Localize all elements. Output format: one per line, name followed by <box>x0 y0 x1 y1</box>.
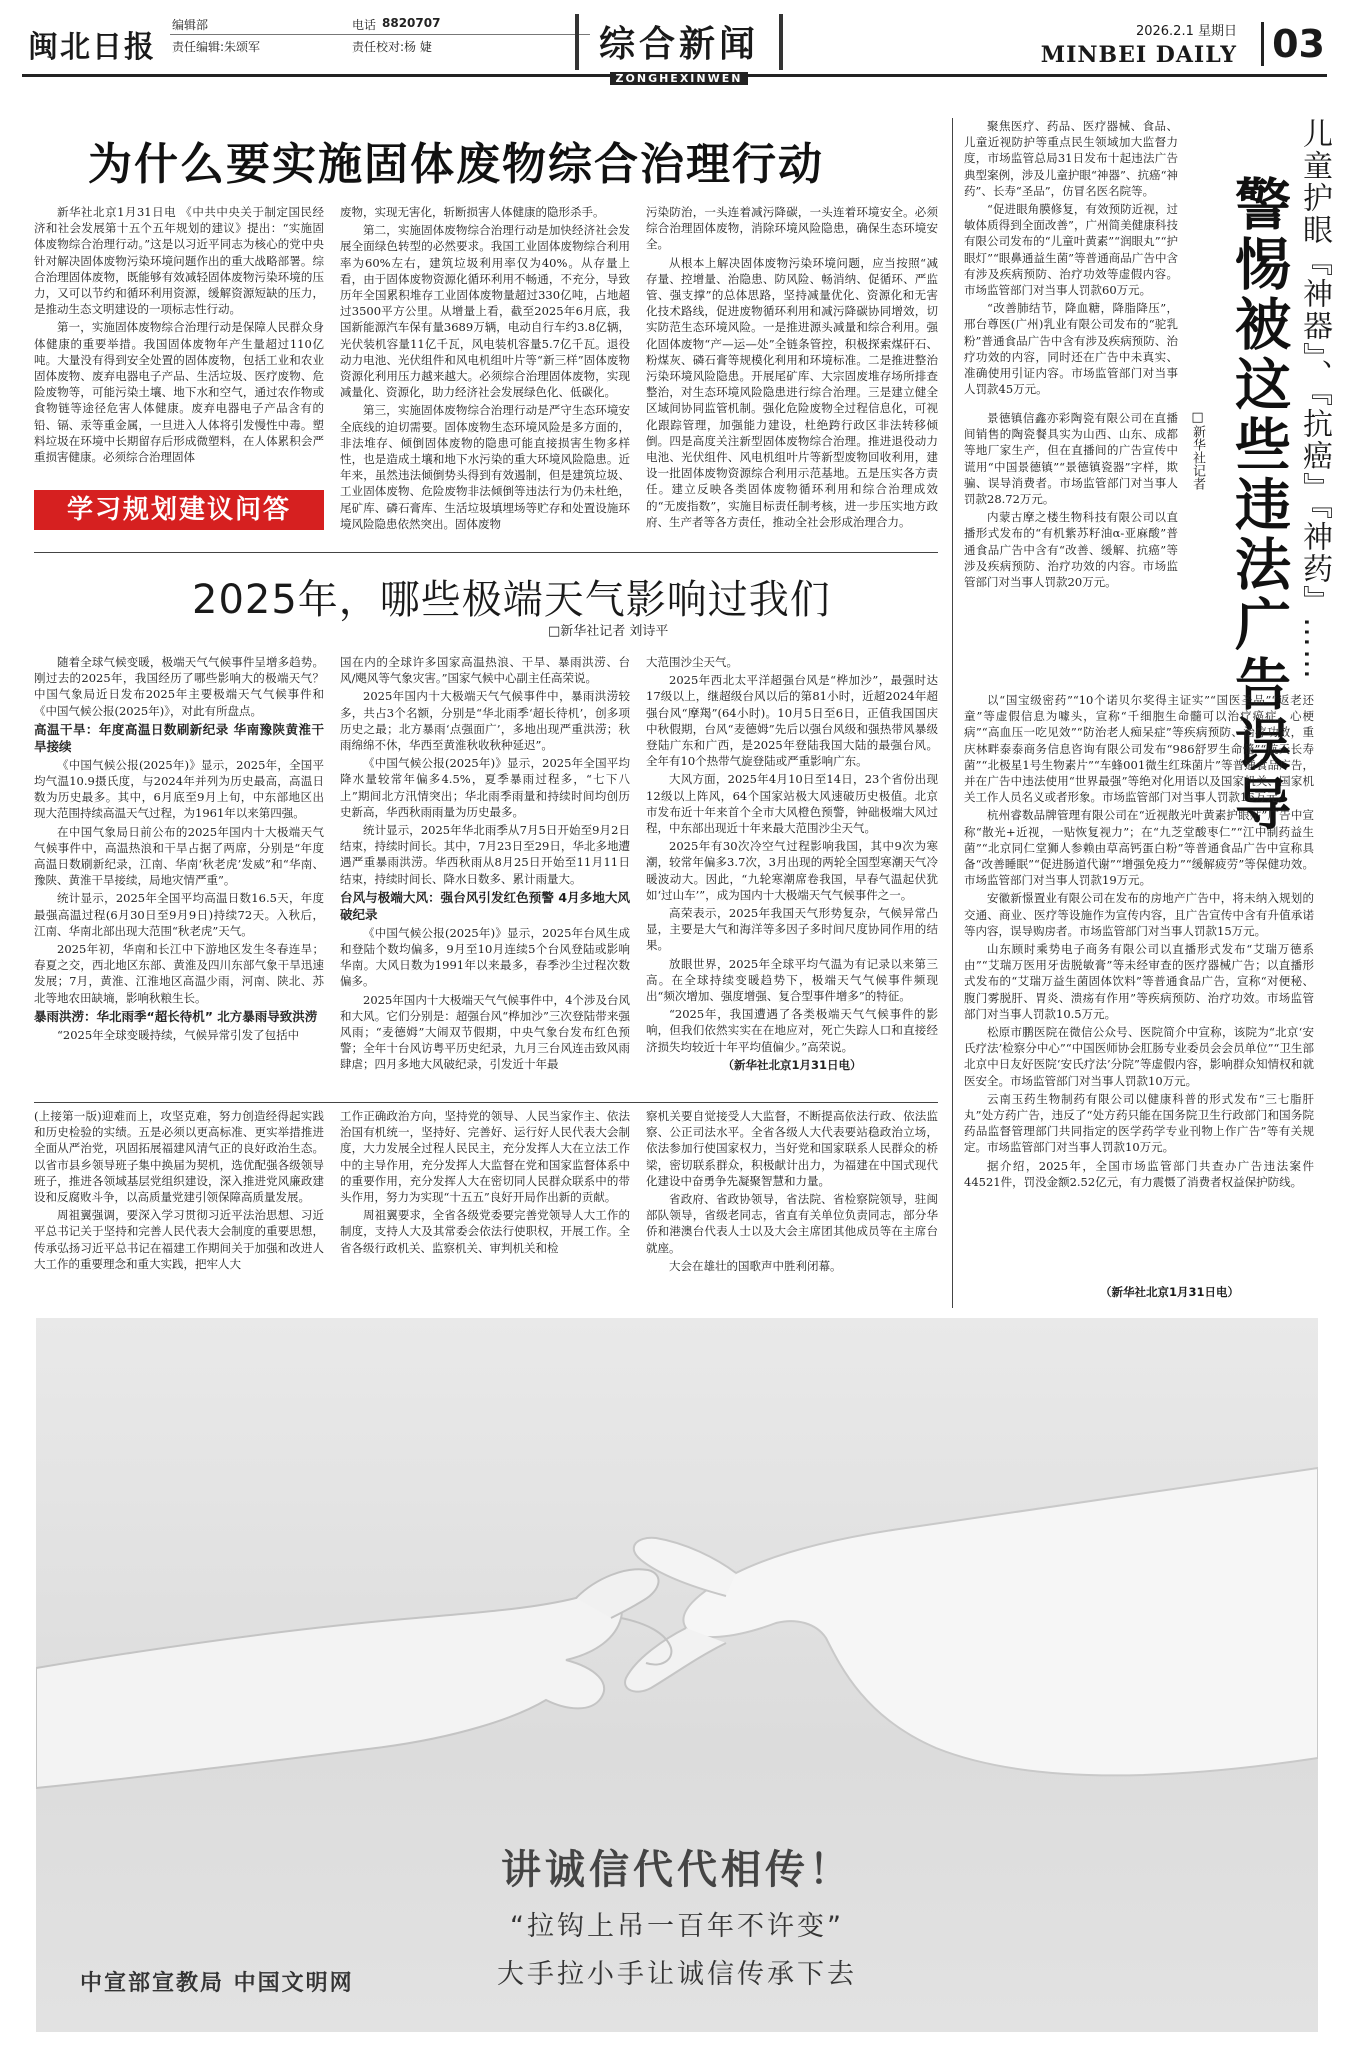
paragraph: 从根本上解决固体废物污染环境问题，应当按照“减存量、控增量、治隐患、防风险、畅消纳、促循环、严监管、强支撑”的总体思路，坚持减量优化、资源化和无害化技术路线，促进废物循环利用和减污降碳协同增效，切实防范生态环境风险。一是推进源头减量和综合利用。强化固体废物“产—运—处”全链条管控，积极探索煤矸石、粉煤灰、磷石膏等规模化利用和环境标准。二是推进整治污染环境风险隐患。开展尾矿库、大宗固废堆存场所排查整治，对生态环境风险隐患进行综合治理。三是建立健全区域间协同监管机制。强化危险废物全过程信息化，可视化跟踪管理，加强能力建设，杜绝跨行政区非法转移倾倒。四是高度关注新型固体废物综合治理。推进退役动力电池、光伏组件、风电机组叶片等新型废物回收利用，建设一批固体废物资源综合利用示范基地。五是压实各方责任。建立反映各类固体废物循环利用和综合治理成效的“无废指数”，实施目标责任制考核，进一步压实地方政府、生产者等各方责任，推动全社会形成治理合力。 <box>646 255 938 529</box>
paragraph: 杭州睿数品牌管理有限公司在“近视散光叶黄素护眼贴”广告中宣称“散光+近视，一贴恢复视力”；在“九芝堂酸枣仁”“江中制药益生菌”“北京同仁堂狮人参赖由草高钙蛋白粉”等普通食品广告中宣称具备“改善睡眠”“促进肠道代谢”“增强免疫力”“缓解疲劳”等保健功效。市场监管部门对当事人罚款19万元。 <box>964 808 1314 888</box>
dateline-credit: （新华社北京1月31日电） <box>722 1057 862 1072</box>
article-column <box>340 1108 630 1304</box>
article-kicker: 儿童护眼『神器』、『抗癌』『神药』…… <box>1297 118 1332 681</box>
masthead <box>22 14 1327 85</box>
paragraph: 工作正确政治方向，坚持党的领导、人民当家作主、依法治国有机统一，坚持好、完善好、运行好人民代表大会制度，大力发展全过程人民民主，充分发挥人大在立法工作中的主导作用，充分发挥人大监督在党和国家监督体系中的重要作用，充分发挥人大在密切同人民群众联系中的带头作用，努力为实现“十五五”良好开局作出新的贡献。 <box>340 1109 630 1205</box>
paragraph: 大会在雄壮的国歌声中胜利闭幕。 <box>669 1258 842 1273</box>
article-column <box>964 410 1178 692</box>
paragraph: 《中国气候公报(2025年)》显示，2025年，全国平均气温10.9摄氏度，与2024年并列为历史最高，高温日数为历史最多。其中，6月底至9月上旬，中东部地区出现大范围持续高温天气过程，为1961年以来第四强。 <box>34 757 324 821</box>
paper-name: 闽北日报 <box>28 30 156 65</box>
responsible-editor: 责任编辑:朱颂军 <box>172 40 261 54</box>
paragraph: 据介绍，2025年，全国市场监管部门共查办广告违法案件44521件，罚没金额2.52亿元，有力震慑了消费者权益保护防线。 <box>964 1158 1314 1189</box>
article-column <box>964 118 1178 410</box>
paragraph: 废物，实现无害化，斩断损害人体健康的隐形杀手。 <box>340 205 605 219</box>
paragraph: 以“国宝级密药”“10个诺贝尔奖得主证实”“国医圣品”“返老还童”等虚假信息为噱头，宣称“千细胞生命髓可以治疗癌症、心梗病”“高血压一吃见效”“防治老人痴呆症”等疾病预防、治疗功效，重庆林畔泰泰商务信息咨询有限公司发布“986舒罗生命髓”“航天长寿菌”“北极星1号生物素片”“车蜂001微生红珠菌片”等普通食品广告，并在广告中违法使用“世界最强”等绝对化用语以及国家机关、国家机关工作人员名义或者形象。市场监管部门对当事人罚款16万元。 <box>964 693 1314 805</box>
paragraph: 国在内的全球许多国家高温热浪、干旱、暴雨洪涝、台风/飓风等气象灾害。”国家气候中心副主任高荣说。 <box>340 655 630 686</box>
paragraph: “2025年全球变暖持续，气候异常引发了包括中 <box>57 1027 300 1042</box>
paragraph: 2025年国内十大极端天气气候事件中，4个涉及台风和大风。它们分别是：超强台风“桦加沙”三次登陆带来强风雨；“麦德姆”大闹双节假期，中央气象台发布红色预警；全年十台风访粤平历史纪录，九月三台风连击致风雨肆虐；四月多地大风破纪录，引发近十年最 <box>340 992 630 1072</box>
article-column <box>340 204 630 542</box>
paragraph: 随着全球气候变暖，极端天气气候事件呈增多趋势。刚过去的2025年，我国经历了哪些影响大的极端天气？中国气象局近日发布2025年主要极端天气气候事件和《中国气候公报(2025年)》，对此有所盘点。 <box>34 655 324 718</box>
paragraph: 安徽新憬置业有限公司在发布的房地产广告中，将未纳入规划的交通、商业、医疗等设施作为宣传内容，且广告宣传中含有升值承诺等内容，误导购房者。市场监管部门对当事人罚款15万元。 <box>964 891 1314 938</box>
paragraph: 2025年有30次冷空气过程影响我国，其中9次为寒潮，较常年偏多3.7次，3月出现的两轮全国型寒潮天气冷暖波动大。因此，“九轮寒潮席卷我国，早春气温起伏犹如‘过山车’”，成为国内十大极端天气气候事件之一。 <box>646 839 938 902</box>
article-column <box>646 1108 938 1304</box>
paragraph: 大风方面，2025年4月10日至14日，23个省份出现12级以上阵风，64个国家站极大风速破历史极值。北京市发布近十年来首个全市大风橙色预警，钟础极端大风过程，中东部出现近十年来最大范围沙尘天气。 <box>646 772 938 836</box>
byline: □新华社记者 刘诗平 <box>548 624 669 639</box>
paragraph: “改善肺结节，降血糖，降脂降压”，邢台尊医(广州)乳业有限公司发布的“驼乳粉”普通食品广告中含有涉及疾病预防、治疗功效的内容，同时还在广告中未真实、准确使用引证内容。市场监管部门对当事人罚款45万元。 <box>964 301 1178 397</box>
ad-sponsor: 中宣部宣教局 中国文明网 <box>80 1970 354 1996</box>
paragraph: 第一，实施固体废物综合治理行动是保障人民群众身体健康的重要举措。我国固体废物年产生量超过110亿吨。大量没有得到安全处置的固体废物，包括工业和农业固体废物、废弃电器电子产品、生活垃圾、医疗废物、危险废物等，可能污染土壤、地下水和空气，通过农作物或食物链等途径危害人体健康。废弃电器电子产品含有的铅、镉、汞等重金属，一旦进入人体将引发慢性中毒。塑料垃圾在环境中长期留存后形成微塑料，在人体累积会严重损害健康。必须综合治理固体 <box>34 320 324 465</box>
ad-tagline: 大手拉小手让诚信传承下去 <box>497 1959 857 1990</box>
paragraph: 在中国气象局日前公布的2025年国内十大极端天气气候事件中，高温热浪和干旱占据了两席，分别是“年度高温日数刷新纪录，江南、华南‘秋老虎’发威”和“华南、豫陕、黄淮干旱接续，局地灾情严重”。 <box>34 824 324 888</box>
paragraph: “2025年，我国遭遇了各类极端天气气候事件的影响，但我们依然实实在在地应对，死亡失踪人口和直接经济损失均较近十年平均值偏少。”高荣说。 <box>646 1007 938 1054</box>
paragraph: 周祖翼强调，要深入学习贯彻习近平法治思想、习近平总书记关于坚持和完善人民代表大会制度的重要思想，传承弘扬习近平总书记在福建工作期间关于加强和改进人大工作的重要理念和重大实践，把牢人大 <box>34 1208 324 1271</box>
article-headline: 警惕被这些违法广告误导 <box>1226 175 1291 835</box>
ad-tagline: “拉钩上吊一百年不许变” <box>510 1911 844 1942</box>
editorial-dept: 编辑部 <box>172 18 209 32</box>
article-column <box>964 692 1314 1282</box>
divider <box>34 1102 938 1103</box>
paragraph: 松原市鹏医院在微信公众号、医院简介中宣称，该院为“北京‘安氏疗法’检察分中心”“中国医师协会肛肠专业委员会会员单位”“卫生部北京中日友好医院‘安氏疗法’分院”等虚假内容，影响群众知情权和就医安全。市场监管部门对当事人罚款10万元。 <box>964 1025 1314 1088</box>
paragraph: 新华社北京1月31日电 《中共中央关于制定国民经济和社会发展第十五个五年规划的建议》提出：“实施固体废物综合治理行动。”这是以习近平同志为核心的党中央针对解决固体废物污染环境问题作出的重大战略部署。综合治理固体废物，既能够有效减轻固体废物污染环境的压力，又可以节约和循环利用资源，缓解资源短缺的压力，是推动生态文明建设的一项标志性行动。 <box>34 205 324 317</box>
paragraph: “促进眼角膜修复，有效预防近视，过敏体质得到全面改善”，广州简美健康科技有限公司发布的“儿童叶黄素”“润眼丸”“护眼灯”“眼鼻通益生菌”等普通商品广告中含有涉及疾病预防、治疗功效等虚假内容。市场监管部门对当事人罚款60万元。 <box>964 202 1178 298</box>
subheading: 暴雨洪涝：华北雨季“超长待机” 北方暴雨导致洪涝 <box>34 1008 318 1024</box>
article-column <box>646 204 938 542</box>
dateline-credit: （新华社北京1月31日电） <box>1100 1285 1240 1299</box>
paragraph: 高荣表示，2025年我国天气形势复杂，气候异常凸显，主要是大气和海洋等多因子多时间尺度协同作用的结果。 <box>646 906 938 953</box>
paragraph: 《中国气候公报(2025年)》显示，2025年全国平均降水量较常年偏多4.5%，夏季暴雨过程多，“七下八上”期间北方汛情突出；华北雨季雨量和持续时间均创历史新高，华西秋雨雨量为历史最多。 <box>340 756 630 819</box>
paper-name-english: MINBEI DAILY <box>1040 42 1237 68</box>
subheading: 高温干旱：年度高温日数刷新纪录 华南豫陕黄淮干旱接续 <box>34 721 324 754</box>
phone-number: 8820707 <box>382 16 441 30</box>
paragraph: 统计显示，2025年华北雨季从7月5日开始至9月2日结束，持续时间长。其中，7月23日至29日，华北多地遭遇严重暴雨洪涝。华西秋雨从8月25日开始至11月11日结束，持续时间长、降水日数多、累计雨量大。 <box>340 823 630 886</box>
article-column <box>34 204 324 486</box>
column-banner: 学习规划建议问答 <box>34 490 324 530</box>
section-pinyin: ZONGHEXINWEN <box>610 72 749 85</box>
paragraph: 2025年国内十大极端天气气候事件中，暴雨洪涝较多，共占3个名额，分别是“华北雨季‘超长待机’，创多项历史之最；北方暴雨‘点强面广’，多地出现严重洪涝；秋雨绵绵不休，华西至黄淮秋收秋种延迟”。 <box>340 689 630 753</box>
article-headline: 2025年，哪些极端天气影响过我们 <box>192 577 831 623</box>
paragraph: 2025年初，华南和长江中下游地区发生冬春连旱；春夏之交，西北地区东部、黄淮及四川东部气象干旱迅速发展；7月，黄淮、江淮地区高温少雨，河南、陕北、苏北等地农田缺墒，影响秋粮生长。 <box>34 942 324 1005</box>
paragraph: 景德镇信鑫亦彩陶瓷有限公司在直播间销售的陶瓷餐具实为山西、山东、成都等地厂家生产，但在直播间的广告宣传中谎用“中国景德镇”“景德镇瓷器”字样，欺骗、误导消费者。市场监管部门对当事人罚款28.72万元。 <box>964 411 1178 507</box>
paragraph: 山东顾时乘势电子商务有限公司以直播形式发布“艾瑞万德系由”“艾瑞万医用牙齿脱敏膏”等未经审查的医疗器械广告；以直播形式发布的“艾瑞万益生菌固体饮料”等普通食品广告，宣称“对便秘、腹门雾脱肝、胃炎、溃疡有作用”等疾病预防、治疗功效。市场监管部门对当事人罚款10.5万元。 <box>964 942 1314 1021</box>
phone-label: 电话 <box>352 18 377 32</box>
section-title: 综合新闻 <box>598 23 759 65</box>
subheading: 台风与极端大风：强台风引发红色预警 4月多地大风破纪录 <box>340 889 630 922</box>
paragraph: 第三，实施固体废物综合治理行动是严守生态环境安全底线的迫切需要。固体废物生态环境风险是多方面的，非法堆存、倾倒固体废物的隐患可能直接损害生物多样性，也是造成土壤和地下水污染的重大环境风险隐患。近年来，虽然违法倾倒势头得到有效遏制，但是建筑垃圾、工业固体废物、危险废物非法倾倒等违法行为仍未杜绝，尾矿库、磷石膏库、生活垃圾填埋场等贮存和处置设施环境风险隐患依然突出。固体废物 <box>340 403 630 531</box>
article-headline: 为什么要实施固体废物综合治理行动 <box>88 139 824 190</box>
paragraph: 周祖翼要求，全省各级党委要完善党领导人大工作的制度，支持人大及其常委会依法行使职权，开展工作。全省各级行政机关、监察机关、审判机关和检 <box>340 1208 630 1255</box>
page-number: 03 <box>1261 22 1325 66</box>
responsible-proofreader: 责任校对:杨 婕 <box>352 40 432 54</box>
paragraph: 察机关要自觉接受人大监督，不断提高依法行政、依法监察、公正司法水平。全省各级人大代表要站稳政治立场，依法参加行使国家权力，当好党和国家联系人民群众的桥梁，密切联系群众，积极献计出力，为福建在中国式现代化建设中奋勇争先凝聚智慧和力量。 <box>646 1109 938 1188</box>
byline: □新华社记者 <box>1190 410 1205 490</box>
paragraph: 大范围沙尘天气。 <box>646 655 738 669</box>
paragraph: 污染防治，一头连着减污降碳，一头连着环境安全。必须综合治理固体废物，消除环境风险隐患，确保生态环境安全。 <box>646 205 938 252</box>
paragraph: 《中国气候公报(2025年)》显示，2025年台风生成和登陆个数均偏多，9月至10月连续5个台风登陆或影响华南。大风日数为1991年以来最多，春季沙尘过程次数偏多。 <box>340 925 630 989</box>
article-column <box>34 1108 324 1304</box>
public-service-ad <box>36 1318 1318 2032</box>
section-header <box>575 14 783 85</box>
paragraph: 云南玉药生物制药有限公司以健康科普的形式发布“三七脂肝丸”处方药广告，违反了“处方药只能在国务院卫生行政部门和国务院药品监督管理部门共同指定的医学药学专业刊物上作广告”等有关规定。市场监管部门对当事人罚款10万元。 <box>964 1091 1314 1155</box>
paragraph: 统计显示，2025年全国平均高温日数16.5天，年度最强高温过程(6月30日至9月9日)持续72天。入秋后，江南、华南北部出现大范围“秋老虎”天气。 <box>34 891 324 938</box>
paragraph: (上接第一版)迎难而上，攻坚克难，努力创造经得起实践和历史检验的实绩。五是必须以更高标准、更实举措推进全面从严治党，巩固拓展福建风清气正的良好政治生态。以省市县乡领导班子集中换届为契机，选优配强各级领导班子，推进各领域基层党组织建设，深入推进党风廉政建设和反腐败斗争，以高质量党建引领保障高质量发展。 <box>34 1109 324 1205</box>
paragraph: 放眼世界，2025年全球平均气温为有记录以来第三高。在全球持续变暖趋势下，极端天气气候事件频现出“频次增加、强度增强、复合型事件增多”的特征。 <box>646 956 938 1004</box>
hands-illustration <box>36 1338 1318 1838</box>
paragraph: 省政府、省政协领导，省法院、省检察院领导，驻闽部队领导，省级老同志，省直有关单位负责同志，部分华侨和港澳台代表人士以及大会主席团其他成员等在主席台就座。 <box>646 1192 938 1255</box>
divider <box>34 552 938 553</box>
paragraph: 2025年西北太平洋超强台风是“桦加沙”，最强时达17级以上，继超级台风以后的第81小时，近超2024年超强台风“摩羯”(64小时)。10月5日至6日，正值我国国庆中秋假期，台风“麦德姆”先后以强台风级和强热带风暴级登陆广东和广西，是2025年登陆我国大陆的最强台风。全年有10个热带气旋登陆或严重影响广东。 <box>646 673 938 769</box>
publication-date: 2026.2.1 星期日 <box>1135 24 1237 39</box>
column-divider <box>952 118 953 1308</box>
ad-slogan: 讲诚信代代相传！ <box>501 1847 853 1893</box>
paragraph: 内蒙古摩之楼生物科技有限公司以直播形式发布的“有机紫苏籽油α-亚麻酸”普通食品广告中含有“改善、缓解、抗癌”等涉及疾病预防、治疗功效的内容。市场监管部门对当事人罚款20万元。 <box>964 510 1178 590</box>
paragraph: 第二，实施固体废物综合治理行动是加快经济社会发展全面绿色转型的必然要求。我国工业固体废物综合利用率为60%左右，建筑垃圾利用率仅为40%。从存量上看，由于固体废物资源化循环利用不畅通，不充分，导致历年全国累积堆存工业固体废物量超过330亿吨，占地超过3500平方公里。从增量上看，截至2025年6月底，我国新能源汽车保有量3689万辆，电动自行车约3.8亿辆，光伏装机容量11亿千瓦，风电装机容量5.7亿千瓦。退役动力电池、光伏组件和风电机组叶片等“新三样”固体废物资源化利用压力越来越大。必须综合治理固体废物，实现减量化、资源化，助力经济社会发展绿色化、低碳化。 <box>340 223 630 400</box>
paragraph: 聚焦医疗、药品、医疗器械、食品、儿童近视防护等重点民生领域加大监督力度，市场监管总局31日发布十起违法广告典型案例，涉及儿童护眼“神器”、抗癌“神药”、长寿“圣品”，仿冒名医名院等。 <box>964 119 1178 198</box>
